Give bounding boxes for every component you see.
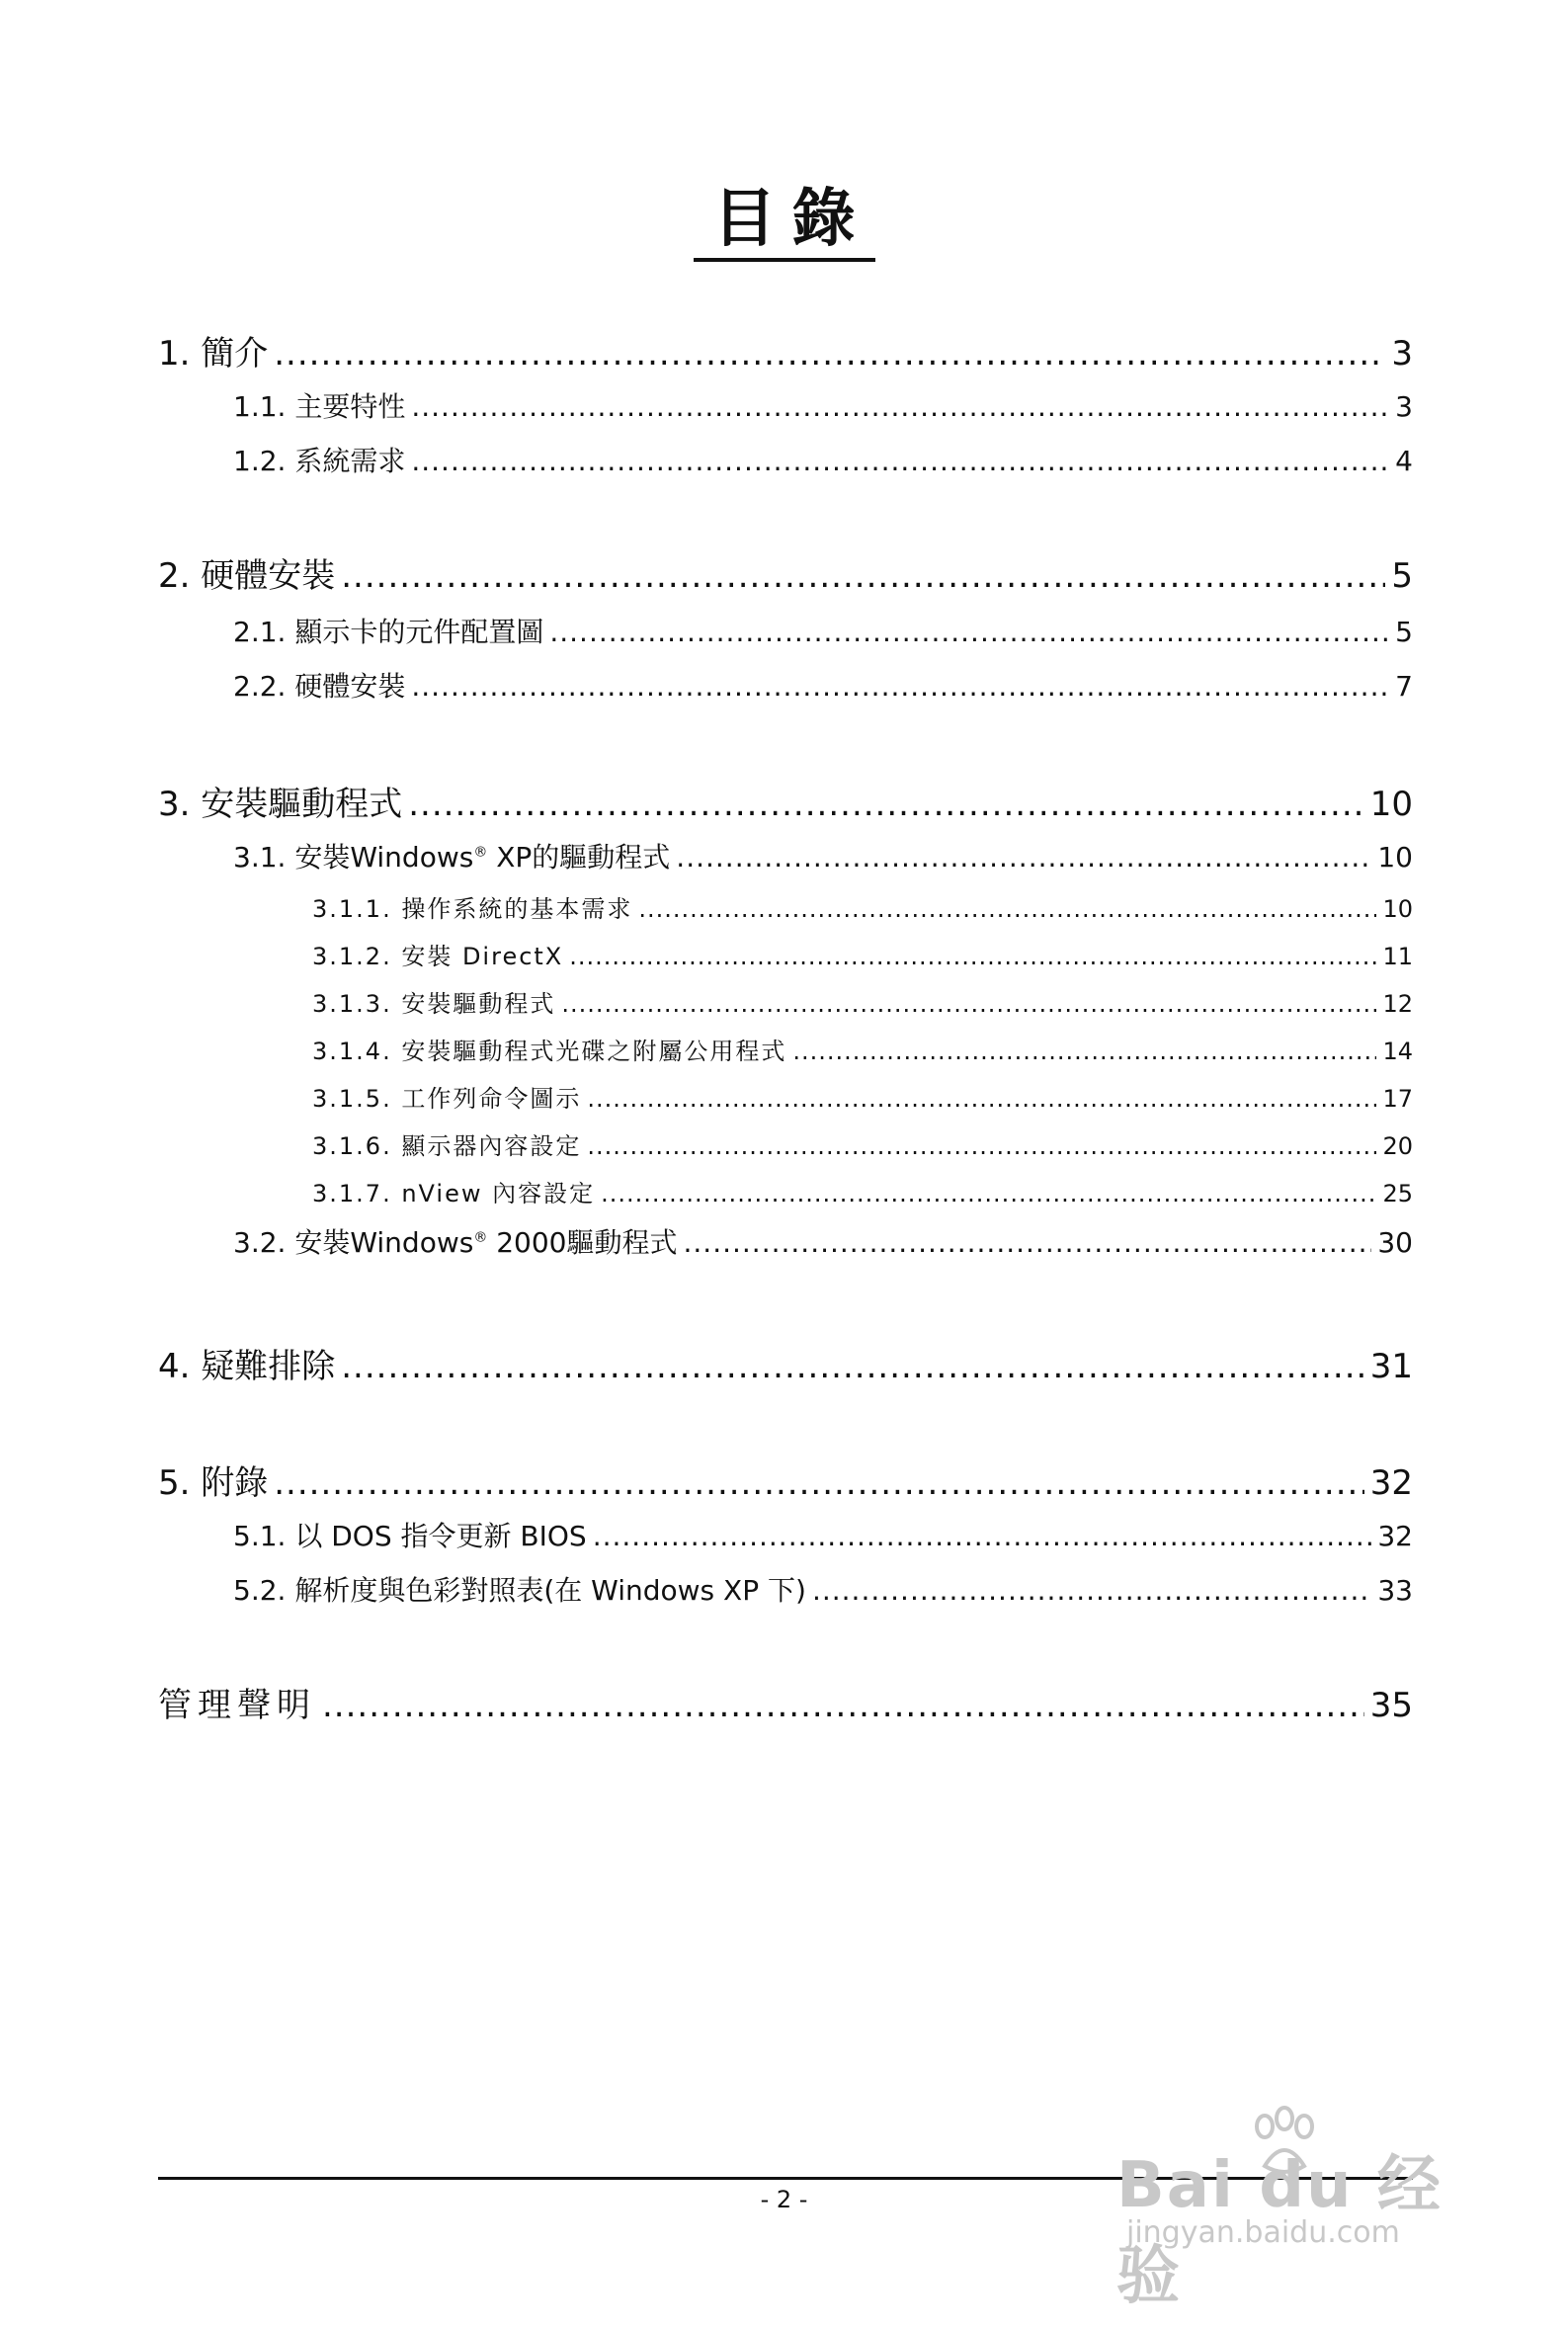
- toc-entry-label: 1.1. 主要特性: [233, 390, 406, 423]
- toc-entry-label: 5. 附錄: [158, 1463, 269, 1503]
- toc-entry-label: 3.1.4. 安裝驅動程式光碟之附屬公用程式: [312, 1038, 787, 1065]
- leader-dots: [274, 334, 1385, 374]
- toc-entry-label: 3.1.5. 工作列命令圖示: [312, 1085, 582, 1113]
- toc-entry-page: 10: [1377, 841, 1413, 874]
- toc-entry[interactable]: [233, 440, 1413, 479]
- toc-entry-page: 25: [1382, 1180, 1413, 1207]
- toc-entry[interactable]: [312, 1174, 1413, 1208]
- toc-entry-page: 11: [1382, 943, 1413, 970]
- toc-entry-page: 5: [1395, 616, 1413, 648]
- toc-entry-label: 3. 安裝驅動程式: [158, 785, 403, 824]
- toc-entry[interactable]: [158, 548, 1413, 597]
- toc-entry[interactable]: [233, 611, 1413, 650]
- leader-dots: [341, 556, 1385, 596]
- toc-entry-label: 3.1.3. 安裝驅動程式: [312, 990, 556, 1018]
- toc-entry[interactable]: [312, 984, 1413, 1019]
- toc-entry-page: 3: [1391, 334, 1413, 374]
- toc-entry-page: 17: [1382, 1085, 1413, 1113]
- toc-entry-label: 3.2. 安裝Windows® 2000驅動程式: [233, 1226, 678, 1259]
- toc-entry-label: 5.1. 以 DOS 指令更新 BIOS: [233, 1520, 587, 1552]
- toc-entry-label: 2. 硬體安裝: [158, 556, 336, 596]
- toc-entry-page: 31: [1369, 1347, 1413, 1386]
- toc-entry-label: 3.1.2. 安裝 DirectX: [312, 943, 564, 970]
- toc-entry-label: 管理聲明: [158, 1686, 316, 1725]
- toc-entry-label: 1. 簡介: [158, 334, 269, 374]
- toc-entry[interactable]: [312, 937, 1413, 971]
- toc-entry-label: 3.1.6. 顯示器內容設定: [312, 1132, 582, 1160]
- toc-entry-page: 33: [1377, 1574, 1413, 1607]
- leader-dots: [569, 943, 1376, 970]
- toc-entry-page: 35: [1369, 1686, 1413, 1725]
- toc-entry[interactable]: [158, 326, 1413, 374]
- toc-entry-page: 20: [1382, 1132, 1413, 1160]
- toc-entry[interactable]: [233, 836, 1413, 875]
- toc-entry-label: 2.1. 顯示卡的元件配置圖: [233, 616, 544, 648]
- watermark-url: jingyan.baidu.com: [1126, 2215, 1400, 2250]
- toc-entry[interactable]: [233, 1515, 1413, 1554]
- leader-dots: [676, 841, 1371, 874]
- leader-dots: [411, 390, 1389, 423]
- toc-entry-label: 4. 疑難排除: [158, 1347, 336, 1386]
- toc-entry-page: 10: [1369, 785, 1413, 824]
- toc-entry-label: 3.1. 安裝Windows® XP的驅動程式: [233, 841, 671, 874]
- toc-entry[interactable]: [312, 1032, 1413, 1066]
- toc-entry[interactable]: [233, 385, 1413, 425]
- toc-entry[interactable]: [233, 1221, 1413, 1261]
- leader-dots: [792, 1038, 1376, 1065]
- leader-dots: [601, 1180, 1376, 1207]
- toc-entry[interactable]: [233, 665, 1413, 705]
- toc-entry-page: 3: [1395, 390, 1413, 423]
- leader-dots: [593, 1520, 1372, 1552]
- leader-dots: [408, 785, 1363, 824]
- toc-entry-label: 2.2. 硬體安裝: [233, 670, 406, 703]
- leader-dots: [587, 1132, 1376, 1160]
- leader-dots: [411, 670, 1389, 703]
- toc-entry-page: 30: [1377, 1226, 1413, 1259]
- toc-entry-page: 10: [1382, 895, 1413, 923]
- toc-entry[interactable]: [158, 1678, 1413, 1726]
- toc-entry-page: 32: [1369, 1463, 1413, 1503]
- leader-dots: [274, 1463, 1363, 1503]
- leader-dots: [561, 990, 1376, 1018]
- toc-entry-label: 3.1.1. 操作系統的基本需求: [312, 895, 633, 923]
- leader-dots: [411, 445, 1389, 477]
- watermark: [1116, 2105, 1492, 2313]
- toc-entry-page: 32: [1377, 1520, 1413, 1552]
- toc-entry-label: 1.2. 系統需求: [233, 445, 406, 477]
- toc-entry[interactable]: [312, 889, 1413, 924]
- leader-dots: [549, 616, 1389, 648]
- toc-entry[interactable]: [158, 777, 1413, 825]
- toc-entry-page: 7: [1395, 670, 1413, 703]
- toc-entry-label: 5.2. 解析度與色彩對照表(在 Windows XP 下): [233, 1574, 806, 1607]
- page-title: 目錄: [0, 168, 1568, 259]
- leader-dots: [587, 1085, 1376, 1113]
- toc-entry-page: 14: [1382, 1038, 1413, 1065]
- leader-dots: [638, 895, 1376, 923]
- toc-entry-page: 5: [1391, 556, 1413, 596]
- leader-dots: [341, 1347, 1363, 1386]
- toc-entry[interactable]: [312, 1126, 1413, 1161]
- toc-entry-page: 12: [1382, 990, 1413, 1018]
- leader-dots: [812, 1574, 1371, 1607]
- toc-entry[interactable]: [312, 1079, 1413, 1114]
- leader-dots: [684, 1226, 1372, 1259]
- toc-entry[interactable]: [158, 1339, 1413, 1387]
- toc-entry[interactable]: [158, 1456, 1413, 1504]
- page-number: - 2 -: [760, 2186, 808, 2213]
- toc-entry-page: 4: [1395, 445, 1413, 477]
- leader-dots: [322, 1686, 1364, 1725]
- watermark-brand: Bai du 经验: [1116, 2149, 1443, 2313]
- toc-entry-label: 3.1.7. nView 內容設定: [312, 1180, 596, 1207]
- toc-entry[interactable]: [233, 1569, 1413, 1609]
